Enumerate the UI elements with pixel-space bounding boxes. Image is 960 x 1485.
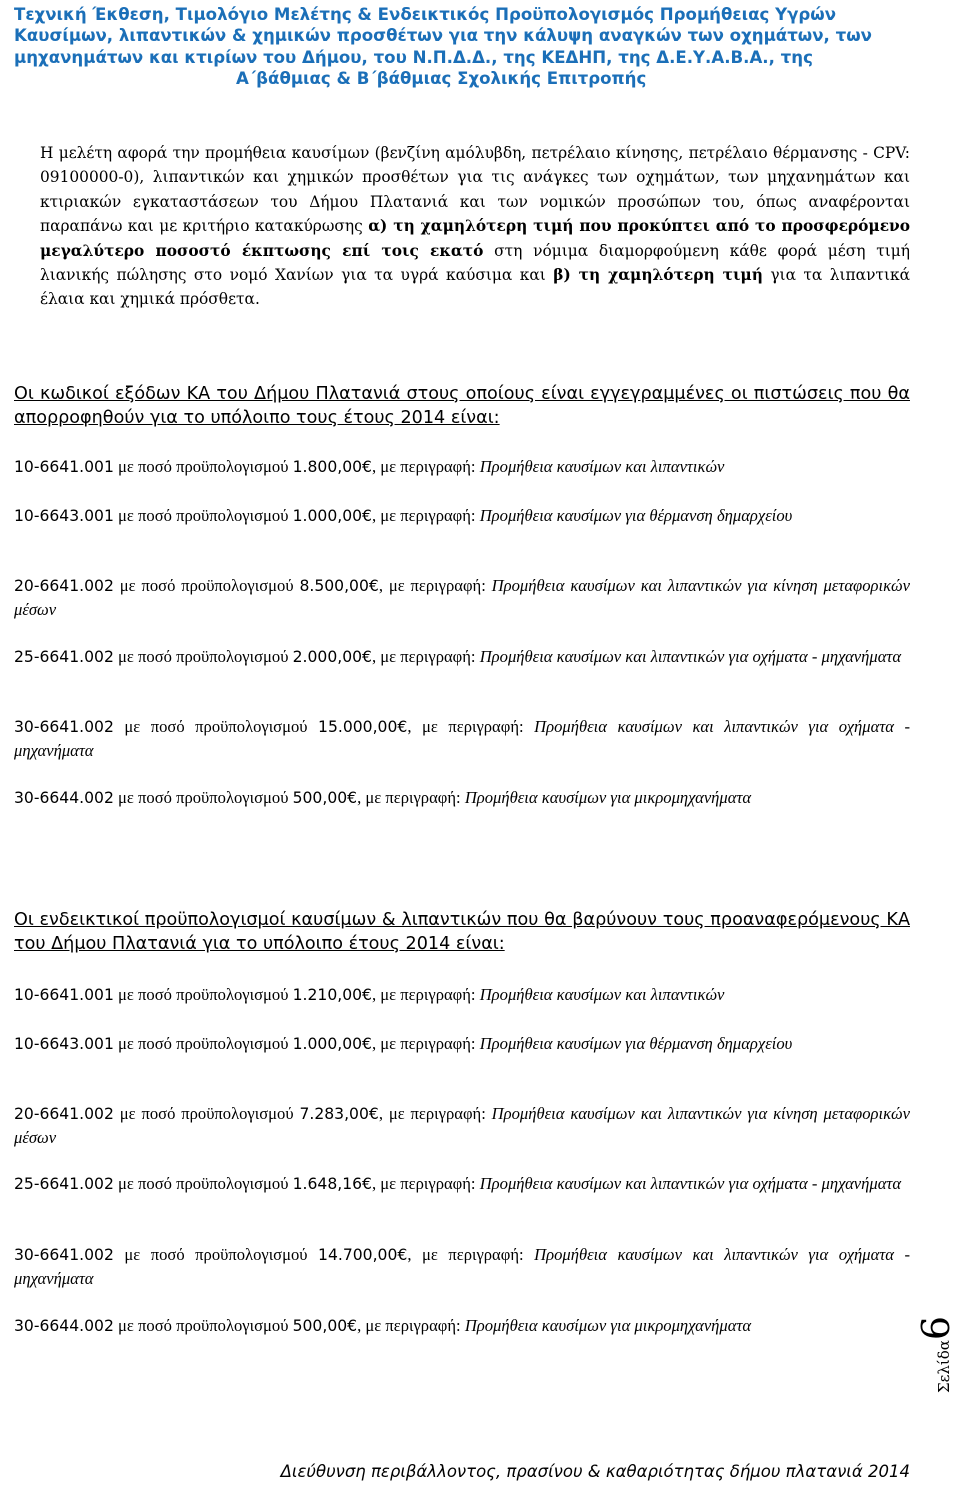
budget-entry: 10-6641.001 με ποσό προϋπολογισμού 1.800,00€, με περιγραφή: Προμήθεια καυσίμων και λιπαντικών	[14, 457, 725, 476]
section-title-expense-codes: Οι κωδικοί εξόδων ΚΑ του Δήμου Πλατανιά στους οποίους είναι εγγεγραμμένες οι πιστώσεις που θα απορροφηθούν για το υπόλοιπο τους έτους 2014 είναι:	[14, 384, 910, 428]
budget-entry: 30-6641.002 με ποσό προϋπολογισμού 15.000,00€, με περιγραφή: Προμήθεια καυσίμων και λιπαντικών για οχήματα - μηχανήματα	[14, 717, 910, 760]
document-header	[14, 4, 949, 89]
budget-entry: 20-6641.002 με ποσό προϋπολογισμού 7.283,00€, με περιγραφή: Προμήθεια καυσίμων και λιπαντικών για κίνηση μεταφορικών μέσων	[14, 1104, 910, 1147]
budget-entry: 20-6641.002 με ποσό προϋπολογισμού 8.500,00€, με περιγραφή: Προμήθεια καυσίμων και λιπαντικών για κίνηση μεταφορικών μέσων	[14, 576, 910, 619]
header-line: μηχανημάτων και κτιρίων του Δήμου, του Ν.Π.Δ.Δ., της ΚΕΔΗΠ, της Δ.Ε.Υ.Α.Β.Α., της	[14, 47, 813, 67]
criterion-a: α) τη χαμηλότερη τιμή που προκύπτει από το προσφερόμενο μεγαλύτερο ποσοστό έκπτωσης επί τοις εκατό	[40, 217, 910, 260]
criterion-b: β) τη χαμηλότερη τιμή	[553, 266, 763, 285]
budget-entry: 30-6644.002 με ποσό προϋπολογισμού 500,00€, με περιγραφή: Προμήθεια καυσίμων για μικρομηχανήματα	[14, 1316, 752, 1335]
budget-entry: 10-6641.001 με ποσό προϋπολογισμού 1.210,00€, με περιγραφή: Προμήθεια καυσίμων και λιπαντικών	[14, 985, 725, 1004]
budget-entry: 10-6643.001 με ποσό προϋπολογισμού 1.000,00€, με περιγραφή: Προμήθεια καυσίμων για θέρμανση δημαρχείου	[14, 1034, 793, 1053]
page-label: Σελίδα	[935, 1340, 953, 1393]
page-number-value: 6	[914, 1315, 958, 1341]
header-line: Καυσίμων, λιπαντικών & χημικών προσθέτων για την κάλυψη αναγκών των οχημάτων, των	[14, 26, 872, 46]
budget-entry: 30-6644.002 με ποσό προϋπολογισμού 500,00€, με περιγραφή: Προμήθεια καυσίμων για μικρομηχανήματα	[14, 788, 752, 807]
budget-entry: 25-6641.002 με ποσό προϋπολογισμού 1.648,16€, με περιγραφή: Προμήθεια καυσίμων και λιπαντικών για οχήματα - μηχανήματα	[14, 1174, 902, 1193]
section-title-indicative-budgets: Οι ενδεικτικοί προϋπολογισμοί καυσίμων & λιπαντικών που θα βαρύνουν τους προαναφερόμενους ΚΑ του Δήμου Πλατανιά για το υπόλοιπο έτους 2014 είναι:	[14, 910, 910, 954]
budget-entry: 30-6641.002 με ποσό προϋπολογισμού 14.700,00€, με περιγραφή: Προμήθεια καυσίμων και λιπαντικών για οχήματα - μηχανήματα	[14, 1245, 910, 1288]
header-line: Α΄βάθμιας & Β΄βάθμιας Σχολικής Επιτροπής	[236, 68, 647, 88]
header-line: Τεχνική Έκθεση, Τιμολόγιο Μελέτης & Ενδεικτικός Προϋπολογισμός Προμήθειας Υγρών	[14, 5, 837, 24]
budget-entry: 10-6643.001 με ποσό προϋπολογισμού 1.000,00€, με περιγραφή: Προμήθεια καυσίμων για θέρμανση δημαρχείου	[14, 506, 793, 525]
page-footer: Διεύθυνση περιβάλλοντος, πρασίνου & καθαριότητας δήμου πλατανιά 2014	[280, 1462, 910, 1481]
page-number	[914, 1313, 958, 1393]
intro-paragraph: Η μελέτη αφορά την προμήθεια καυσίμων (βενζίνη αμόλυβδη, πετρέλαιο κίνησης, πετρέλαιο θέρμανσης - CPV: 09100000-0), λιπαντικών και χημικών προσθέτων για τις ανάγκες των οχημάτων, των μηχανημάτων και κτιριακών εγκαταστάσεων του Δήμου Πλατανιά και των νομικών προσώπων του, όπως αναφέρονται παραπάνω και με κριτήριο κατακύρωσης α) τη χαμηλότερη τιμή που προκύπτει από το προσφερόμενο μεγαλύτερο ποσοστό έκπτωσης επί τοις εκατό στη νόμιμα διαμορφούμενη κάθε φορά μέση τιμή λιανικής πώλησης στο νομό Χανίων για τα υγρά καύσιμα και β) τη χαμηλότερη τιμή για τα λιπαντικά έλαια και χημικά πρόσθετα.	[40, 144, 910, 309]
budget-entry: 25-6641.002 με ποσό προϋπολογισμού 2.000,00€, με περιγραφή: Προμήθεια καυσίμων και λιπαντικών για οχήματα - μηχανήματα	[14, 647, 902, 666]
